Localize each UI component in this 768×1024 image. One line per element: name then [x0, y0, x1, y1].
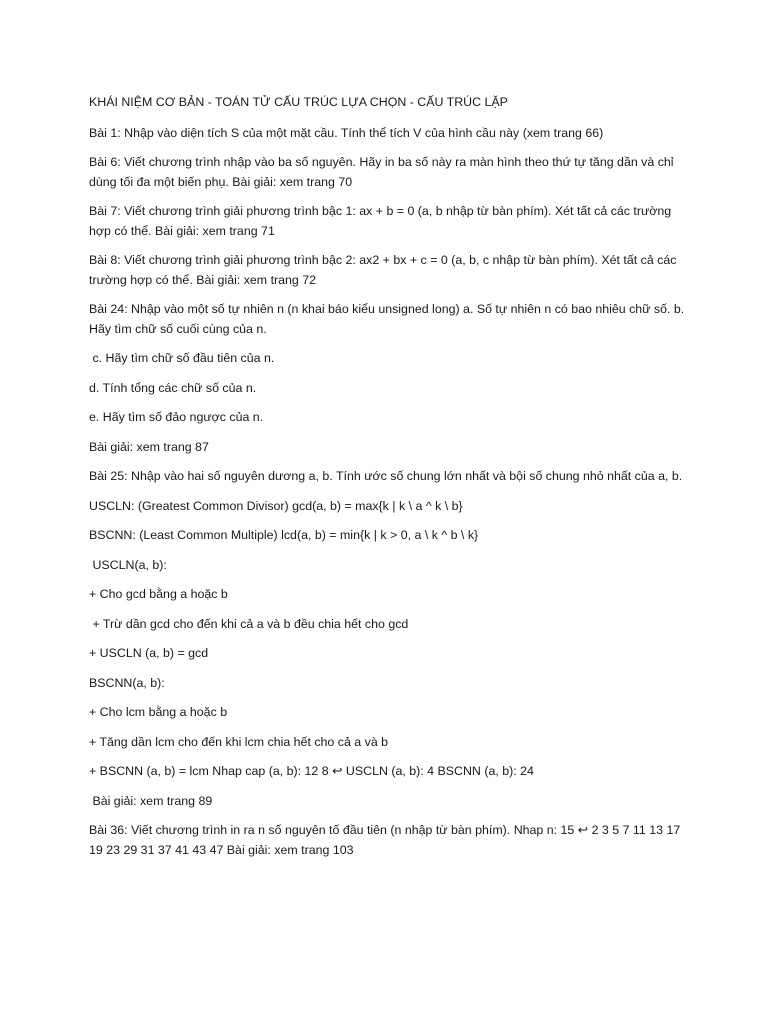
paragraph-bscnn-heading: BSCNN(a, b):: [89, 675, 165, 690]
paragraph-bscnn-definition: BSCNN: (Least Common Multiple) lcd(a, b) = min{k | k > 0, a \ k ^ b \ k}: [89, 528, 479, 542]
paragraph-bai-8: Bài 8: Viết chương trình giải phương trình bậc 2: ax2 + bx + c = 0 (a, b, c nhập từ bàn phím). Xét tất cả các trường hợp có thể. Bài giải: xem trang 72: [89, 253, 680, 287]
document-title: KHÁI NIỆM CƠ BẢN - TOÁN TỬ CẤU TRÚC LỰA CHỌN - CẤU TRÚC LẶP: [89, 95, 508, 109]
paragraph-uscln-step-2: + Trừ dần gcd cho đến khi cả a và b đều chia hết cho gcd: [89, 616, 409, 631]
paragraph-uscln-step-3: + USCLN (a, b) = gcd: [89, 646, 209, 660]
paragraph-bai-24-d: d. Tính tổng các chữ số của n.: [89, 380, 257, 395]
paragraph-uscln-heading: USCLN(a, b):: [89, 557, 167, 572]
paragraph-bai-24-solution: Bài giải: xem trang 87: [89, 439, 209, 454]
document-page: [89, 93, 689, 870]
paragraph-uscln-definition: USCLN: (Greatest Common Divisor) gcd(a, b) = max{k | k \ a ^ k \ b}: [89, 498, 463, 513]
paragraph-bai-24-e: e. Hãy tìm số đảo ngược của n.: [89, 410, 264, 424]
paragraph-bai-24: Bài 24: Nhập vào một số tự nhiên n (n khai báo kiểu unsigned long) a. Số tự nhiên n có bao nhiêu chữ số. b. Hãy tìm chữ số cuối cùng của n.: [89, 302, 688, 336]
paragraph-bai-1: Bài 1: Nhập vào diện tích S của một mặt cầu. Tính thể tích V của hình cầu này (xem trang 66): [89, 125, 604, 140]
paragraph-bai-36: Bài 36: Viết chương trình in ra n số nguyên tố đầu tiên (n nhập từ bàn phím). Nhap n: 15 ↩ 2 3 5 7 11 13 17 19 23 29 31 37 41 43 47 Bài giải: xem trang 103: [89, 823, 684, 857]
paragraph-bai-25-solution: Bài giải: xem trang 89: [89, 793, 213, 808]
paragraph-bai-24-c: c. Hãy tìm chữ số đầu tiên của n.: [89, 351, 275, 365]
paragraph-bscnn-step-1: + Cho lcm bằng a hoặc b: [89, 705, 228, 719]
paragraph-bai-6: Bài 6: Viết chương trình nhập vào ba số nguyên. Hãy in ba số này ra màn hình theo thứ tự tăng dần và chỉ dùng tối đa một biến phụ. Bài giải: xem trang 70: [89, 155, 677, 189]
paragraph-uscln-step-1: + Cho gcd bằng a hoặc b: [89, 587, 228, 601]
paragraph-bscnn-step-2: + Tăng dần lcm cho đến khi lcm chia hết cho cả a và b: [89, 734, 389, 749]
paragraph-bai-25: Bài 25: Nhập vào hai số nguyên dương a, b. Tính ước số chung lớn nhất và bội số chung nhỏ nhất của a, b.: [89, 469, 683, 483]
paragraph-bscnn-step-3: + BSCNN (a, b) = lcm Nhap cap (a, b): 12 8 ↩ USCLN (a, b): 4 BSCNN (a, b): 24: [89, 764, 534, 778]
paragraph-bai-7: Bài 7: Viết chương trình giải phương trình bậc 1: ax + b = 0 (a, b nhập từ bàn phím). Xét tất cả các trường hợp có thể. Bài giải: xem trang 71: [89, 204, 675, 238]
